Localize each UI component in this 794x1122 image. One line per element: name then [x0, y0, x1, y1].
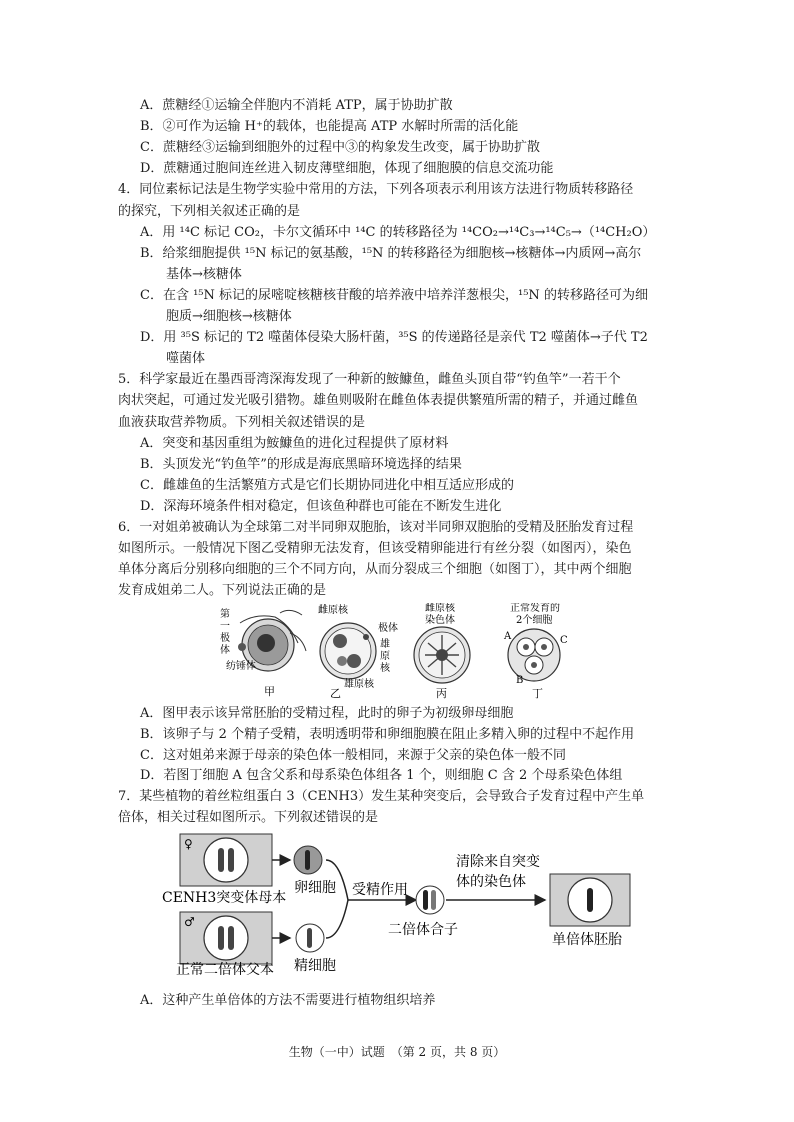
yi-caption: 乙: [330, 687, 341, 700]
text-line: 基体→核糖体: [166, 266, 242, 282]
text-line: A．突变和基因重组为鮟鱇鱼的进化过程提供了原材料: [140, 435, 449, 451]
text-line: D．深海环境条件相对稳定，但该鱼种群也可能在不断发生进化: [140, 498, 502, 514]
text-line: B．②可作为运输 H⁺的载体，也能提高 ATP 水解时所需的活化能: [140, 119, 519, 135]
figure-jia: [220, 607, 306, 698]
jia-label-2: 一: [220, 621, 230, 632]
ding-caption: 丁: [532, 687, 543, 700]
female-symbol: ♀: [184, 837, 193, 851]
bing-top-2: 染色体: [425, 615, 455, 626]
text-line: C．这对姐弟来源于母亲的染色体一般相同，来源于父亲的染色体一般不同: [140, 747, 566, 763]
text-line: 如图所示。一般情况下图乙受精卵无法发育，但该受精卵能进行有丝分裂（如图丙），染色: [118, 541, 632, 557]
text-line: B．头顶发光“钓鱼竿”的形成是海底黑暗环境选择的结果: [140, 456, 462, 472]
figure-ding: [503, 603, 568, 700]
text-line: 血液获取营养物质。下列相关叙述错误的是: [118, 414, 366, 430]
yi-male-3: 核: [380, 663, 390, 674]
text-line: B．给浆细胞提供 ¹⁵N 标记的氨基酸，¹⁵N 的转移路径为细胞核→核糖体→内质网→高尔: [140, 245, 642, 261]
haploid-figure: [160, 830, 640, 975]
text-line: 单体分离后分别移向细胞的三个不同方向，从而分裂成三个细胞（如图丁），其中两个细胞: [118, 562, 632, 578]
yi-bottom-label: 雄原核: [344, 679, 374, 690]
clear-label-1: 清除来自突变: [456, 854, 540, 870]
fertilization-figure: [220, 603, 580, 701]
text-line: A．蔗糖经①运输全伴胞内不消耗 ATP，属于协助扩散: [140, 98, 453, 113]
jia-label-3: 极: [220, 633, 230, 644]
ding-top-2: 2个细胞: [516, 615, 553, 626]
text-line: A．这种产生单倍体的方法不需要进行植物组织培养: [140, 993, 436, 1008]
text-line: D．若图丁细胞 A 包含父系和母系染色体组各 1 个，则细胞 C 含 2 个母系染色体组: [140, 768, 623, 784]
yi-polar-label: 极体: [378, 623, 398, 634]
yi-top-label: 雌原核: [318, 605, 348, 616]
text-line: C．蔗糖经③运输到细胞外的过程中③的构象发生改变，属于协助扩散: [140, 140, 540, 156]
bing-caption: 丙: [436, 687, 447, 700]
spindle-label: 纺锤体: [226, 661, 256, 672]
text-line: 胞质→细胞核→核糖体: [166, 309, 292, 324]
text-line: A．用 ¹⁴C 标记 CO₂，卡尔文循环中 ¹⁴C 的转移路径为 ¹⁴CO₂→¹⁴C₃→¹⁴C₅→（¹⁴CH₂O）: [140, 224, 656, 240]
ding-c: C: [560, 635, 568, 646]
text-line: 噬菌体: [166, 351, 206, 367]
page-footer: 生物（一中）试题 （第 2 页，共 8 页）: [288, 1045, 506, 1059]
text-line: 发育成姐弟二人。下列说法正确的是: [118, 583, 327, 599]
text-line: 肉状突起，可通过发光吸引猎物。雄鱼则吸附在雌鱼体表提供繁殖所需的精子，并通过雌鱼: [118, 393, 639, 409]
father-label: 正常二倍体父本: [176, 962, 274, 975]
text-line: 倍体，相关过程如图所示。下列叙述错误的是: [118, 810, 379, 825]
text-line: A．图甲表示该异常胚胎的受精过程，此时的卵子为初级卵母细胞: [140, 706, 514, 721]
text-line: D．蔗糖通过胞间连丝进入韧皮薄壁细胞，体现了细胞膜的信息交流功能: [140, 161, 554, 177]
jia-caption: 甲: [264, 685, 275, 698]
jia-label-4: 体: [220, 645, 230, 656]
text-line: 7．某些植物的着丝粒组蛋白 3（CENH3）发生某种突变后，会导致合子发育过程中产生单: [118, 789, 645, 805]
text-line: 4．同位素标记法是生物学实验中常用的方法，下列各项表示利用该方法进行物质转移路径: [118, 182, 634, 198]
text-line: 的探究，下列相关叙述正确的是: [118, 203, 301, 219]
mother-label: CENH3突变体母本: [162, 890, 287, 906]
text-line: 6．一对姐弟被确认为全球第二对半同卵双胞胎，该对半同卵双胞胎的受精及胚胎发育过程: [118, 520, 634, 535]
yi-male-1: 雄: [380, 639, 390, 650]
jia-label-1: 第: [220, 609, 230, 620]
text-line: 5．科学家最近在墨西哥湾深海发现了一种新的鮟鱇鱼，雌鱼头顶自带“钓鱼竿”一若干个: [118, 372, 621, 388]
text-line: B．该卵子与 2 个精子受精，表明透明带和卵细胞膜在阻止多精入卵的过程中不起作用: [140, 726, 635, 742]
male-symbol: ♂: [184, 915, 195, 929]
egg-label: 卵细胞: [294, 880, 336, 896]
clear-label-2: 体的染色体: [456, 874, 526, 890]
text-line: D．用 ³⁵S 标记的 T2 噬菌体侵染大肠杆菌，³⁵S 的传递路径是亲代 T2 噬菌体→子代 T2: [140, 330, 648, 346]
figure-bing: [414, 603, 470, 700]
ding-a: A: [504, 631, 512, 642]
fertilization-label: 受精作用: [352, 882, 408, 898]
bing-top-1: 雌原核: [425, 603, 455, 614]
yi-male-2: 原: [380, 651, 390, 662]
ding-b: B: [516, 675, 524, 686]
text-line: C．在含 ¹⁵N 标记的尿嘧啶核糖核苷酸的培养液中培养洋葱根尖，¹⁵N 的转移路径可为细: [140, 287, 648, 303]
ding-top-1: 正常发育的: [510, 603, 560, 614]
haploid-label: 单倍体胚胎: [552, 932, 622, 948]
sperm-label: 精细胞: [294, 958, 336, 974]
text-line: C．雌雄鱼的生活繁殖方式是它们长期协同进化中相互适应形成的: [140, 477, 514, 493]
figure-yi: [318, 603, 398, 700]
zygote-label: 二倍体合子: [388, 922, 458, 938]
